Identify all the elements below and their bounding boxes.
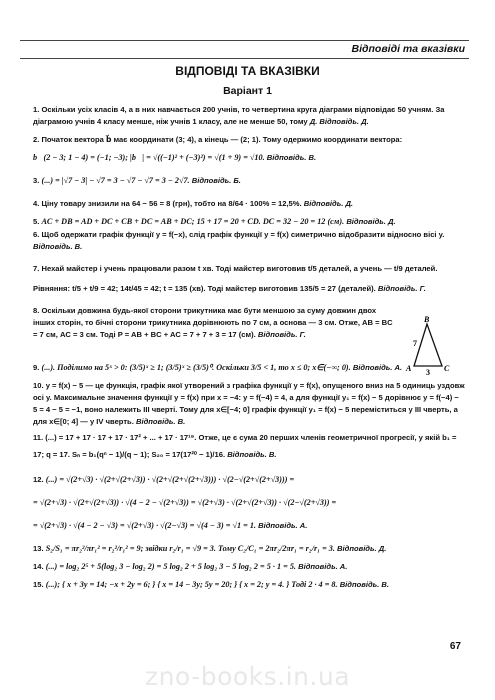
answer-item-6: 6. Щоб одержати графік функції y = f(−x), слід графік функції y = f(x) симетрично відобразити відносно вісі y. Відповідь. В. xyxy=(33,230,445,251)
answer-item-7: 7. Нехай майстер і учень працювали разом t хв. Тоді майстер виготовив t/5 деталей, а учень — t/9 деталей. Рівняння: t/5 + t/9 = 42; 14t/45 = 42; t = 135 (хв). Тоді майстер виготовив 135/5 = 27 (деталей). Відповідь. Г. xyxy=(33,264,438,293)
answer-item-5: 5. AC + DB = AD + DC + CB + DC = AB + DC; 15 + 17 = 20 + CD. DC = 32 − 20 = 12 (см). Відповідь. Д. xyxy=(33,217,396,226)
answer-item-8: 8. Оскільки довжина будь-якої сторони трикутника має бути меншою за суму довжин двох інших сторін, то бічні сторони трикутника дорівнюють по 7 см, а основа — 3 см. Отже, AB = BC = 7 см, AC = 3 см. Тоді P = AB + BC + AC = 7 + 7 + 3 = 17 (см). Відповідь. Г. xyxy=(33,306,393,339)
answer-item-11: 11. (...) = 17 + 17 · 17 + 17 · 17² + ... + 17 · 17¹⁹. Отже, це є сума 20 перших членів геометричної прогресії, у якій b₁ = 17; q = 17. Sₙ = b₁(qⁿ − 1)/(q − 1); S₂₀ = 17(17²⁰ − 1)/16. Відповідь. В. xyxy=(33,433,457,459)
page-number: 67 xyxy=(449,641,461,652)
answer-item-3: 3. (...) = |√7 − 3| − √7 = 3 − √7 − √7 = 3 − 2√7. Відповідь. Б. xyxy=(33,176,241,185)
triangle-figure xyxy=(404,316,450,376)
answer-item-15: 15. (...); { x + 3y = 14; −x + 2y = 6; } { x = 14 − 3y; 5y = 20; } { x = 2; y = 4. } Тоді 2 · 4 = 8. Відповідь. В. xyxy=(33,580,389,589)
answer-item-1: 1. Оскільки усіх класів 4, а в них навчається 200 учнів, то четвертина круга діаграми відповідає 50 учням. За діаграмою учнів 4 класу менше, ніж учнів 1 класу, але не менше 50, тому Д. Відповідь. Д. xyxy=(33,105,445,126)
answers-list xyxy=(33,104,465,597)
answer-item-10: 10. y = f(x) − 5 — це функція, графік якої утворений з графіка функції y = f(x), опущеного вниз на 5 одиниць уздовж осі y. Максимальне значення функції y = f(x) при x = −4: y = f(−4) = 4, а для функції y₁ = f(x) − 5 дорівнює y = f(−4) − 5 = 4 − 5 = −1, воно належить III чверті. Тому для x∈[−4; 0] графік функції y₁ = f(x) − 5 переміститься у III чверть, а для x∈[0; 4] — у IV чверть. Відповідь. В. xyxy=(33,381,465,426)
variant-heading: Варіант 1 xyxy=(223,85,272,97)
answer-item-2: 2. Початок вектора b⃗ має координати (3; 4), а кінець — (2; 1). Тому одержимо координати вектора: xyxy=(33,135,403,144)
page-title: ВІДПОВІДІ ТА ВКАЗІВКИ xyxy=(175,64,320,78)
answer-item-4: 4. Ціну товару знизили на 64 − 56 = 8 (грн), тобто на 8/64 · 100% = 12,5%. Відповідь. Д. xyxy=(33,199,354,208)
triangle-shape xyxy=(414,324,442,366)
base-ac-label: 3 xyxy=(426,368,430,376)
vertex-a-label: A xyxy=(406,364,412,373)
watermark: zno-books.in.ua xyxy=(144,662,351,691)
answer-item-2-formula: b⃗(2 − 3; 1 − 4) = (−1; −3); |b⃗| = √((−1)² + (−3)²) = √(1 + 9) = √10. Відповідь. В. xyxy=(33,153,317,162)
vertex-c-label: C xyxy=(444,364,450,373)
answer-item-13: 13. S₂/S₁ = πr₂²/πr₁² = r₂²/r₁² = 9; звідки r₂/r₁ = √9 = 3. Тому C₂/C₁ = 2πr₂/2πr₁ = r₂/r₁ = 3. Відповідь. Д. xyxy=(33,544,387,553)
answer-item-12-step2: = √(2+√3) · √(2+√(2+√3)) · √(4 − 2 − √(2+√3)) = √(2+√3) · √(2+√(2+√3)) · √(2−√(2+√3)) = xyxy=(33,498,337,507)
section-title: Відповіді та вказівки xyxy=(351,43,465,55)
page-header xyxy=(20,40,469,59)
answer-item-12-step3: = √(2+√3) · √(4 − 2 − √3) = √(2+√3) · √(2−√3) = √(4 − 3) = √1 = 1. Відповідь. А. xyxy=(33,521,308,530)
side-ab-label: 7 xyxy=(413,339,417,348)
answer-item-9: 9. (...). Поділимо на 5ˣ > 0: (3/5)ˣ ≥ 1; (3/5)ˣ ≥ (3/5)⁰. Оскільки 3/5 < 1, то x ≤ 0; x∈(−∞; 0). Відповідь. А. xyxy=(33,363,403,372)
answer-item-14: 14. (...) = log₂ 2⁵ + 5(log₂ 3 − log₂ 2) = 5 log₂ 2 + 5 log₂ 3 − 5 log₂ 2 = 5 · 1 = 5. Відповідь. А. xyxy=(33,562,348,571)
vertex-b-label: B xyxy=(424,316,430,324)
answer-item-12: 12. (...) = √(2+√3) · √(2+√(2+√3)) · √(2+√(2+√(2+√3))) · √(2−√(2+√(2+√3))) = xyxy=(33,475,295,484)
